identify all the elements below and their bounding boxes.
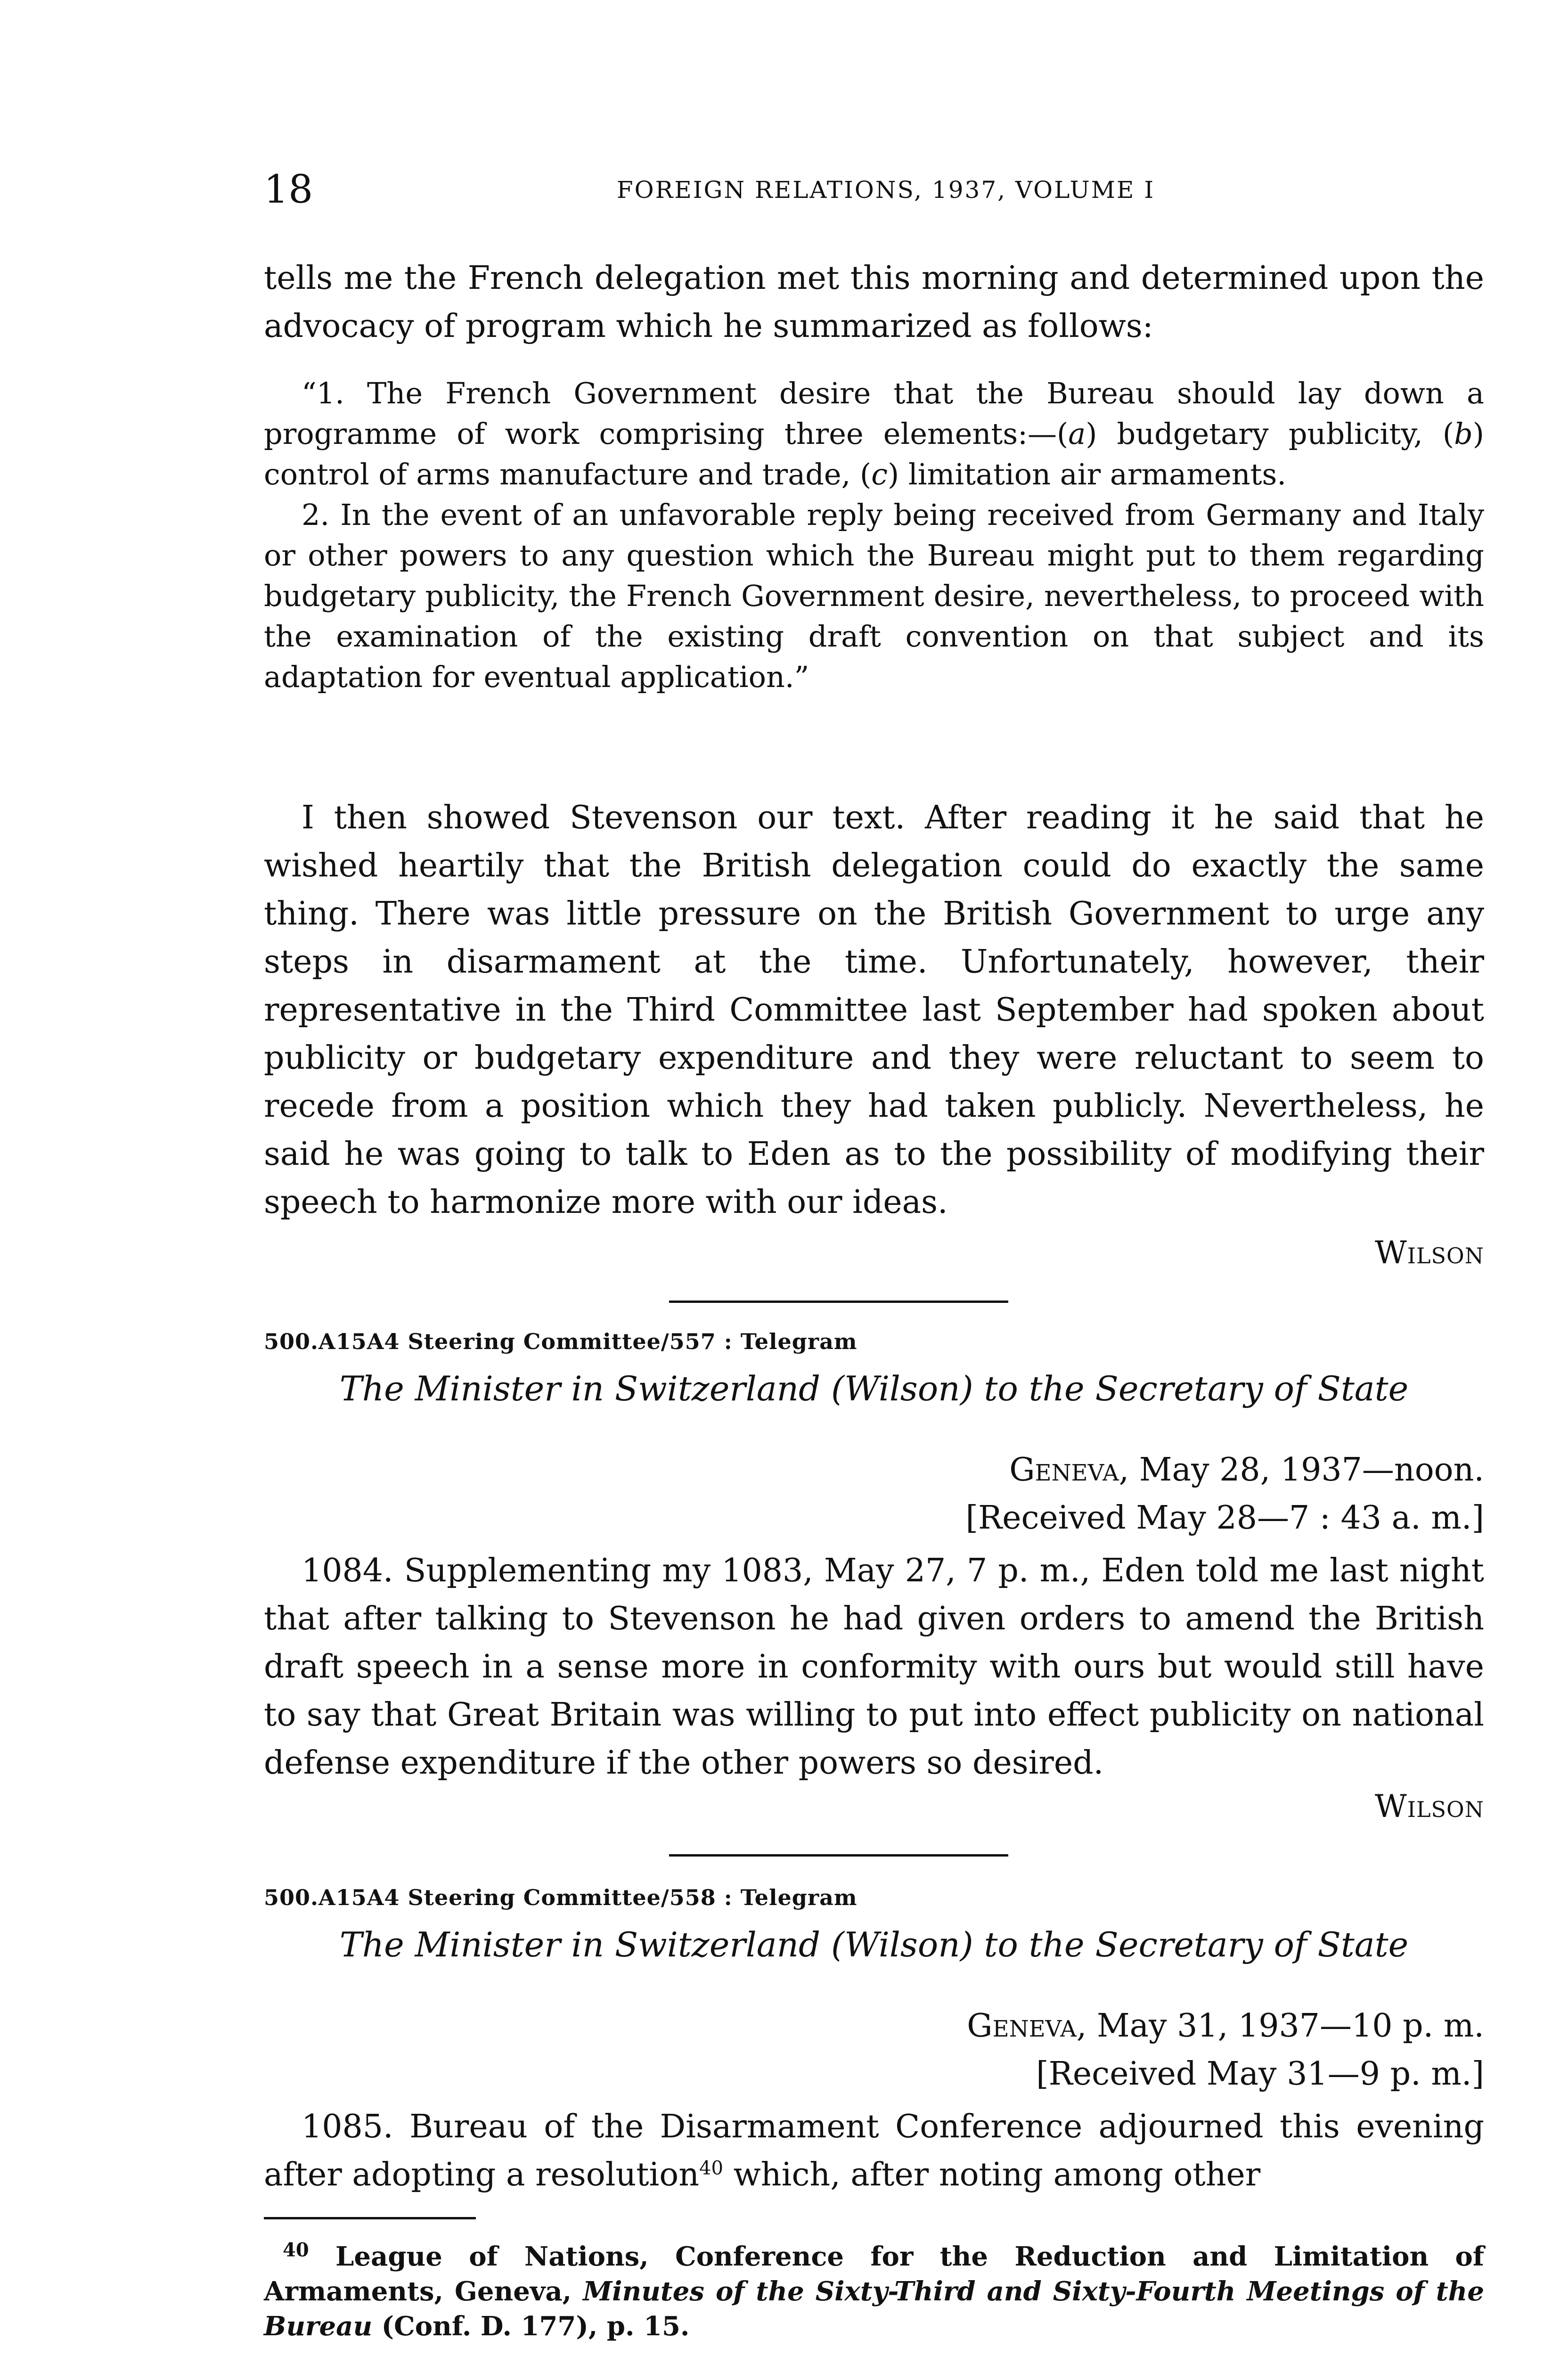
footnote-marker: 40 bbox=[699, 2157, 723, 2179]
intro-paragraph: tells me the French delegation met this morning and determined upon the advocacy of program which he summarized as follows: bbox=[264, 260, 1484, 345]
footnote: $^{40}$ League of Nations, Conference for the Reduction and Limitation of Armaments, Geneva, Minutes of the Sixty-Third and Sixty-Fourth Meetings of the Bureau (Conf. D. 177), p. 15. bbox=[264, 2239, 1485, 2342]
dateline: Geneva, May 31, 1937—10 p. m. bbox=[967, 2007, 1484, 2045]
document-title: The Minister in Switzerland (Wilson) to the Secretary of State bbox=[339, 1925, 1409, 1964]
quoted-program bbox=[264, 373, 1484, 697]
telegram-1084-body: 1084. Supplementing my 1083, May 27, 7 p. m., Eden told me last night that after talking to Stevenson he had given orders to amend the British draft speech in a sense more in conformity with ours but would still have to say that Great Britain was willing to put into effect publicity on national defense expenditure if the other powers so desired. bbox=[264, 1552, 1484, 1782]
stevenson-paragraph: I then showed Stevenson our text. After reading it he said that he wished heartily that the British delegation could do exactly the same thing. There was little pressure on the British Government to urge any steps in disarmament at the time. Unfortunately, however, their representative in the Third Committee last September had spoken about publicity or budgetary expenditure and they were reluctant to seem to recede from a position which they had taken publicly. Nevertheless, he said he was going to talk to Eden as to the possibility of modifying their speech to harmonize more with our ideas. bbox=[264, 799, 1484, 1221]
quote-item-2: 2. In the event of an unfavorable reply being received from Germany and Italy or other powers to any question which the Bureau might put to them regarding budgetary publicity, the French Government desire, nevertheless, to proceed with the examination of the existing draft convention on that subject and its adaptation for eventual application.” bbox=[264, 498, 1484, 694]
section-divider bbox=[669, 1301, 1008, 1303]
footnote-number: 40 bbox=[283, 2239, 309, 2261]
telegram-1085-body: 1085. Bureau of the Disarmament Conference adjourned this evening after adopting a resolution$^{40}$ which, after noting among other bbox=[264, 2108, 1484, 2193]
section-divider bbox=[669, 1854, 1008, 1857]
dateline: Geneva, May 28, 1937—noon. bbox=[1009, 1451, 1484, 1489]
file-reference: 500.A15A4 Steering Committee/557 : Telegram bbox=[264, 1329, 858, 1354]
page-number: 18 bbox=[264, 167, 313, 212]
page-header bbox=[264, 164, 1484, 216]
signature-wilson: Wilson bbox=[1374, 1235, 1484, 1271]
signature-wilson: Wilson bbox=[1374, 1788, 1484, 1824]
quote-item-1: “1. The French Government desire that the Bureau should lay down a programme of work comprising three elements:—(a) budgetary publicity, (b) control of arms manufacture and trade, (c) limitation air armaments. bbox=[264, 376, 1484, 491]
received-line: [Received May 31—9 p. m.] bbox=[1036, 2055, 1484, 2093]
file-reference: 500.A15A4 Steering Committee/558 : Telegram bbox=[264, 1885, 858, 1910]
footnote-rule bbox=[264, 2217, 476, 2219]
document-title: The Minister in Switzerland (Wilson) to the Secretary of State bbox=[339, 1369, 1409, 1408]
running-head: FOREIGN RELATIONS, 1937, VOLUME I bbox=[616, 176, 1155, 204]
received-line: [Received May 28—7 : 43 a. m.] bbox=[965, 1499, 1484, 1537]
